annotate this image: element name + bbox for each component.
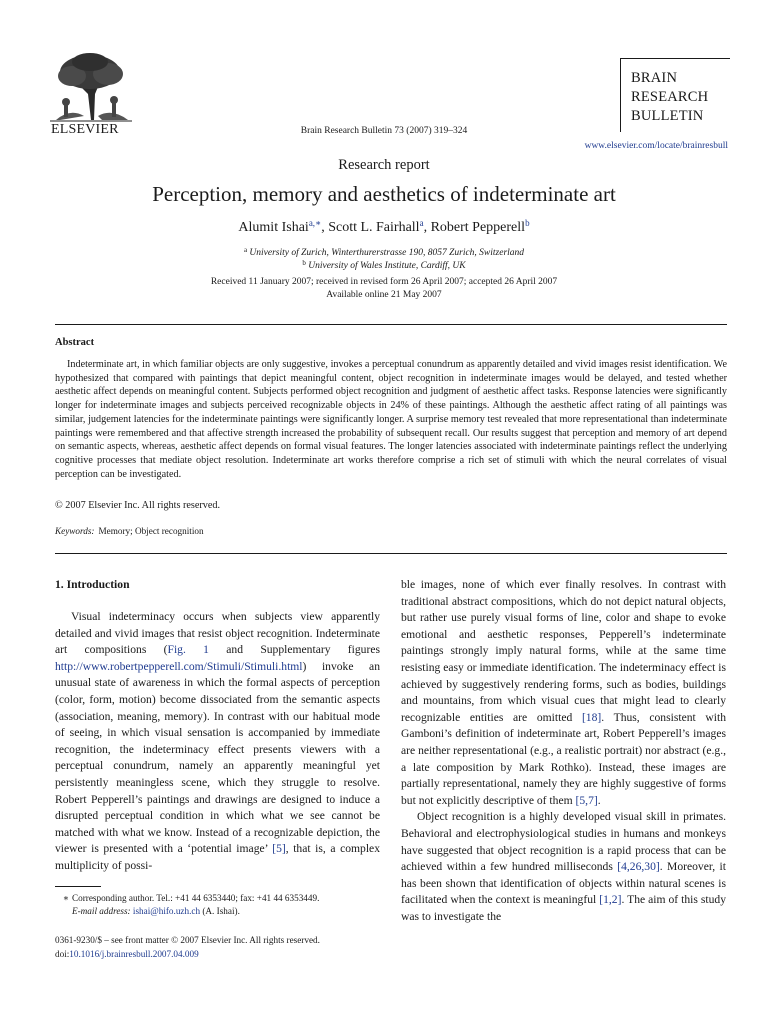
- text-run: and Supplementary figures: [208, 643, 380, 657]
- affiliation-mark: a: [243, 246, 248, 254]
- affiliation-text: University of Zurich, Winterthurerstrasse 190, 8057 Zurich, Switzerland: [249, 248, 525, 258]
- author-affiliation-mark[interactable]: b: [525, 218, 530, 228]
- email-label: E-mail address:: [72, 906, 131, 916]
- keywords-value: Memory; Object recognition: [98, 526, 204, 536]
- footnote-corresponding: [55, 892, 385, 905]
- journal-name-line-3: BULLETIN: [631, 108, 704, 124]
- affiliation-mark: b: [302, 259, 306, 267]
- footnote-mark: ∗: [62, 893, 69, 903]
- section-heading-introduction: 1. Introduction: [55, 578, 130, 591]
- text-run: .: [597, 793, 601, 807]
- journal-url-link[interactable]: www.elsevier.com/locate/brainresbull: [584, 141, 728, 151]
- author-list: Alumit Ishai$^{a,∗}$, Scott L. Fairhall$^a$, Robert Pepperell$^b$: [238, 218, 530, 235]
- author-name: Scott L. Fairhall: [328, 220, 420, 235]
- citation-link[interactable]: [5,7]: [575, 793, 598, 807]
- author-name: Robert Pepperell: [430, 220, 526, 235]
- stimuli-url-link[interactable]: http://www.robertpepperell.com/Stimuli/Stimuli.html: [55, 659, 303, 673]
- author-affiliation-mark[interactable]: a,∗: [308, 218, 322, 228]
- body-column-right: [401, 577, 726, 925]
- keywords: [55, 526, 204, 536]
- text-run: , that is, a complex multiplicity of possi-: [55, 842, 380, 872]
- text-run: . Thus, consistent with Gamboni’s definition of indeterminate art, Robert Pepperell’s images are neither representational (e.g., a realistic portrait) nor abstract (e.g., a late composition by Mark Rothko). Instead, these images are partially representational, namely they are highly suggestive of forms but not explicitly descriptive of them: [401, 710, 727, 807]
- divider-top: [55, 324, 727, 325]
- issn-line: 0361-9230/$ – see front matter © 2007 Elsevier Inc. All rights reserved.: [55, 935, 320, 945]
- email-link[interactable]: ishai@hifo.uzh.ch: [132, 906, 201, 916]
- citation-link[interactable]: [4,26,30]: [617, 860, 660, 874]
- received-dates: Received 11 January 2007; received in revised form 26 April 2007; accepted 26 April 2007: [210, 277, 558, 287]
- text-run: Object recognition is a highly developed visual skill in primates. Behavioral and electrophysiological studies in humans and monkeys have suggested that object recognition is a rapid process that can be achieved within a few hundred milliseconds: [401, 810, 726, 874]
- paragraph: [55, 609, 380, 875]
- citation-link[interactable]: [1,2]: [599, 893, 622, 907]
- paragraph: [401, 577, 726, 809]
- affiliation-text: University of Wales Institute, Cardiff, UK: [308, 261, 466, 271]
- text-run: ble images, none of which ever finally resolves. In contrast with traditional abstract compositions, which do not depict natural objects, but rather use purely visual forms of line, color and shape to evoke emotional and aesthetic responses, Pepperell’s indeterminate paintings strongly imply natural forms, while at the same time resisting easy or immediate identification. The indeterminacy effect is achieved by suggestively rendering forms, such as bodies, buildings and mountains, from which visual cues that might lead to clearly recognizable entities are omitted: [401, 578, 726, 724]
- text-run: . Moreover, it has been shown that identification of objects within natural scenes is facilitated when the context is meaningful: [401, 860, 726, 907]
- text-run: Visual indeterminacy occurs when subjects view apparently detailed and vivid images that resist object recognition. Indeterminate art compositions (: [55, 610, 380, 657]
- citation-link[interactable]: [18]: [581, 710, 602, 724]
- text-run: . The aim of this study was to investigate the: [401, 893, 727, 923]
- available-online-date: Available online 21 May 2007: [326, 290, 442, 300]
- doi-label: doi:: [55, 948, 70, 959]
- journal-name-line-2: RESEARCH: [631, 89, 709, 105]
- affiliation-a: [0, 246, 768, 258]
- journal-reference: Brain Research Bulletin 73 (2007) 319–324: [300, 126, 468, 136]
- footnote-rule: [55, 886, 101, 887]
- citation-link[interactable]: [5]: [272, 842, 286, 856]
- author-affiliation-mark[interactable]: a: [419, 218, 424, 228]
- abstract-copyright: © 2007 Elsevier Inc. All rights reserved.: [55, 500, 221, 511]
- article-title: Perception, memory and aesthetics of indeterminate art: [152, 182, 616, 206]
- journal-name-line-1: BRAIN: [631, 70, 678, 86]
- footnote-email: [55, 905, 402, 918]
- figure-link[interactable]: Fig. 1: [167, 643, 209, 657]
- publisher-name: ELSEVIER: [51, 122, 119, 137]
- abstract-body: [55, 358, 727, 481]
- doi-link[interactable]: 10.1016/j.brainresbull.2007.04.009: [69, 948, 199, 959]
- author-name: Alumit Ishai: [238, 220, 309, 235]
- text-run: ) invoke an unusual state of awareness in which the formal aspects of perception (color, form, motion) become dissociated from the semantic aspects (association, meaning, memory). In contrast with our habitual mode of seeing, in which visual sensation is accompanied by immediate recognition, the indeterminacy effect presents viewers with a perceptual conundrum, namely an apparently meaningful yet persistently meaningless scene, which they struggle to resolve. Robert Pepperell’s paintings and drawings are designed to induce a disrupted perceptual condition in which what we see cannot be matched with what we know. Instead of a recognizable depiction, the viewer is presented with a ‘potential image’: [55, 659, 380, 856]
- email-suffix: (A. Ishai).: [200, 906, 240, 916]
- article-section-type: Research report: [338, 157, 430, 173]
- abstract-heading: Abstract: [55, 337, 95, 348]
- divider-abstract: [55, 553, 727, 554]
- keywords-label: Keywords:: [55, 526, 95, 536]
- abstract-text: Indeterminate art, in which familiar objects are only suggestive, invokes a perceptual conundrum as apparently detailed and vivid images resist identification. We hypothesized that compared with paintings that depict meaningful content, object recognition in indeterminate images would be delayed, and tested whether aesthetic affect depends on meaningful content. Subjects performed object recognition and judgment of aesthetic affect tasks. Response latencies were significantly longer for indeterminate images and subjects perceived recognizable objects in 24% of these paintings. Although the aesthetic affect rating of all paintings was similar, judgement latencies for the indeterminate paintings were significantly longer. A surprise memory test revealed that more representational than indeterminate paintings were remembered and that affective strength increased the probability of subsequent recall. Our results suggest that perception and memory of art depend on semantic aspects, whereas, aesthetic affect depends on formal visual features. The longer latencies associated with indeterminate paintings reflect the underlying cognitive processes that mediate object resolution. Indeterminate art works therefore comprise a rich set of stimuli with which the neural correlates of visual perception can be investigated.: [55, 359, 727, 480]
- footnote-text: Corresponding author. Tel.: +41 44 6353440; fax: +41 44 6353449.: [72, 893, 320, 903]
- doi-line: [55, 948, 320, 962]
- journal-title-box: [620, 58, 730, 132]
- front-matter: [55, 934, 320, 961]
- paragraph: [401, 809, 726, 925]
- affiliation-b: [0, 259, 768, 271]
- body-column-left: [55, 609, 380, 875]
